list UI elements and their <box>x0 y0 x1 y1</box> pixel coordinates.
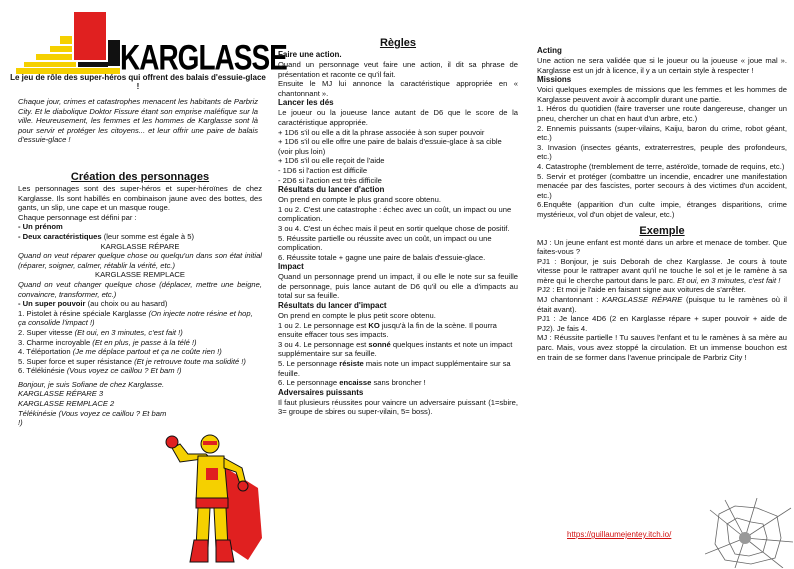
carac-rest: (leur somme est égale à 5) <box>101 231 195 241</box>
example-line: Bonjour, je suis Sofiane de chez Karglasse. <box>18 379 165 389</box>
creation-carac <box>18 232 262 242</box>
power-label: - Un super pouvoir <box>18 299 86 309</box>
action-text-2: Ensuite le MJ lui annonce la caractéristique appropriée en « chantonnant ». <box>278 79 518 98</box>
list-item <box>18 347 262 357</box>
creation-p2: Chaque personnage est défini par : <box>18 212 137 222</box>
list-item: 1. Héros du quotidien (faire traverser une route dangereuse, changer un pneu, chercher un chat en haut d'un arbre, etc.) <box>537 104 787 123</box>
list-item: 5. Servir et protéger (combattre un incendie, encadrer une manifestation menacée par des fascistes, porter secours à des victimes d'un accident, etc.) <box>537 171 787 200</box>
adv-title: Adversaires puissants <box>278 387 364 397</box>
cracked-glass-icon <box>705 498 793 568</box>
power-name: 1. Pistolet à résine spéciale Karglasse <box>18 308 149 318</box>
resi-title: Résultats du lancer d'impact <box>278 301 387 311</box>
example-line: MJ : Réussite partielle ! Tu sauves l'enfant et tu le ramènes à sa mère au parc. Mais, vous avez stoppé la circulation. Et un immense bouchon est en train de se former dans l'avenue principale de Parbriz City ! <box>537 333 787 362</box>
list-item: 4. Catastrophe (tremblement de terre, astéroïde, tornade de requins, etc.) <box>537 161 785 171</box>
list-item: 1 ou 2. C'est une catastrophe : échec avec un coût, un impact ou une complication. <box>278 204 512 224</box>
power-quote: (Je me déplace partout et ça ne coûte rien !) <box>72 347 222 357</box>
list-item <box>18 357 262 367</box>
tagline: Le jeu de rôle des super-héros qui offrent des balais d'essuie-glace ! <box>10 73 266 91</box>
list-item: 2. Ennemis puissants (super-vilains, Kaiju, baron du crime, robot géant, etc.) <box>537 123 787 143</box>
remplace-title: KARGLASSE REMPLACE <box>95 270 185 280</box>
list-item: 1 ou 2. Le personnage est KO jusqu'à la fin de la scène. Il pourra ensuite effacer tous ses impacts. <box>278 320 497 340</box>
creation-title: Création des personnages <box>70 171 210 183</box>
list-item: + 1D6 s'il ou elle reçoit de l'aide <box>278 156 385 166</box>
list-item: 3 ou 4. C'est un échec mais il peut en sortir quelque chose de positif. <box>278 223 510 233</box>
power-name: 5. Super force et super résistance <box>18 356 135 366</box>
missions-intro: Voici quelques exemples de missions que les femmes et les hommes de Karglasse peuvent avoir à accomplir durant une partie. <box>537 85 787 104</box>
creation-section <box>18 170 262 428</box>
list-item: 5. Le personnage résiste mais note un impact supplémentaire sur sa feuille. <box>278 359 511 378</box>
acting-text: Une action ne sera validée que si le joueur ou la joueuse « joue mal ». Karglasse est un jdr à licence, il y a un certain style à respecter ! <box>537 56 787 75</box>
missions-title: Missions <box>537 75 572 85</box>
list-item: 6.Enquête (apparition d'un culte impie, étranges disparitions, crime mystérieux, vol d'un objet de valeur, etc.) <box>537 200 787 219</box>
res-intro: On prend en compte le plus grand score obtenu. <box>278 195 441 205</box>
example-line: PJ1 : Bonjour, je suis Deborah de chez Karglasse. Je cours à toute vitesse pour le rattraper avant qu'il ne touche le sol et je le ramène à sa mère qui le cherche partout dans le parc. Et oui, en 3 minutes, c'est fait ! <box>537 256 787 285</box>
example-line: KARGLASSE REMPLACE 2 <box>18 399 115 409</box>
list-item: + 1D6 s'il ou elle a dit la phrase associée à son super pouvoir <box>278 127 485 137</box>
list-item: 6. Le personnage encaisse sans broncher ! <box>278 378 426 388</box>
carac-label: - Deux caractéristiques <box>18 231 102 241</box>
power-quote: (Vous voyez ce caillou ? Et bam !) <box>66 366 182 376</box>
action-text: Quand un personnage veut faire une action, il dit sa phrase de présentation et raconte ce qu'il fait. <box>278 60 518 79</box>
des-text: Le joueur ou la joueuse lance autant de D6 que le score de la caractéristique appropriée. <box>278 108 518 127</box>
power-quote: (Et en plus, je passe à la télé !) <box>92 337 197 347</box>
power-name: 3. Charme incroyable <box>18 337 93 347</box>
acting-title: Acting <box>537 46 562 55</box>
regles-title: Règles <box>379 37 417 49</box>
karglasse-logo <box>16 10 287 78</box>
example-line: MJ chantonnant : KARGLASSE RÉPARE (puisque tu le ramènes où il était avant). <box>537 295 787 314</box>
power-quote: (Et je retrouve toute ma solidité !) <box>134 356 246 366</box>
power-quote: (Et oui, en 3 minutes, c'est fait !) <box>74 327 183 337</box>
impact-text: Quand un personnage prend un impact, il ou elle le note sur sa feuille de personnage, puis lance autant de D6 qu'il ou elle a d'impacts au total sur sa feuille. <box>278 272 518 301</box>
list-item: 3 ou 4. Le personnage est sonné quelques instants et note un impact supplémentaire sur sa feuille. <box>278 339 513 359</box>
intro-text: Chaque jour, crimes et catastrophes menacent les habitants de Parbriz City. Et le diabolique Doktor Fissure étant son emprise maléfique sur la ville. Heureusement, les femmes et les hommes de Karglasse sont là pour servir et protéger les citoyens... et leur offrir une paire de balais d'essuie-glace ! <box>18 97 258 145</box>
superhero-icon <box>150 428 270 568</box>
creation-prenom: - Un prénom <box>18 222 63 232</box>
repare-title: KARGLASSE RÉPARE <box>100 241 180 251</box>
list-item: 5. Réussite partielle ou réussite avec un coût, un impact ou une complication. <box>278 233 492 253</box>
power-name: 4. Téléportation <box>18 347 73 357</box>
power-rest: (au choix ou au hasard) <box>85 299 168 309</box>
resi-intro: On prend en compte le plus petit score obtenu. <box>278 311 436 321</box>
example-line: KARGLASSE RÉPARE 3 <box>18 389 104 399</box>
power-heading <box>18 299 262 309</box>
example-line: PJ2 : Et moi je l'aide en faisant signe aux voitures de s'arrêter. <box>537 285 746 295</box>
repare-text: Quand on veut réparer quelque chose ou quelqu'un dans son état initial (réparer, soigner, calmer, rétablir la vérité, etc.) <box>18 251 262 270</box>
res-title: Résultats du lancer d'action <box>278 185 385 195</box>
power-name: 2. Super vitesse <box>18 327 75 337</box>
regles-section <box>278 36 518 417</box>
power-name: 6. Télékinésie <box>18 366 67 376</box>
example-line: MJ : Un jeune enfant est monté dans un arbre et menace de tomber. Que faites-vous ? <box>537 237 787 257</box>
des-title: Lancer les dés <box>278 98 334 108</box>
action-title: Faire une action. <box>278 50 342 59</box>
character-example <box>18 380 168 428</box>
list-item <box>18 328 262 338</box>
remplace-text: Quand on veut changer quelque chose (déplacer, mettre une beigne, convaincre, transformer, etc.) <box>18 279 262 299</box>
powers-list <box>18 309 262 376</box>
creation-p1: Les personnages sont des super-héros et super-héroïnes de chez Karglasse. Ils sont habillés en combinaison jaune avec des bottes, des gants, un slip, une cape et un masque rouge. <box>18 184 262 213</box>
list-item: + 1D6 s'il ou elle offre une paire de balais d'essuie-glace à sa cible (voir plus loin) <box>278 137 502 156</box>
list-item <box>18 338 262 348</box>
logo-title: KARGLASSE <box>120 38 287 77</box>
list-item: - 2D6 si l'action est très difficile <box>278 175 382 185</box>
exemple-title: Exemple <box>639 224 685 237</box>
list-item: 3. Invasion (insectes géants, extraterrestres, peuple des profondeurs, etc.) <box>537 142 787 162</box>
itch-link[interactable]: https://guillaumejentey.itch.io/ <box>567 530 672 539</box>
example-line: Télékinésie (Vous voyez ce caillou ? Et bam !) <box>18 408 167 428</box>
power-quote: (On injecte notre résine et hop, ça consolide l'impact !) <box>18 308 253 328</box>
list-item <box>18 366 262 376</box>
impact-title: Impact <box>278 262 304 272</box>
list-item <box>18 309 262 328</box>
adv-text: Il faut plusieurs réussites pour vaincre un adversaire puissant (1=sbire, 3= groupe de sbires ou super-vilain, 5= boss). <box>278 397 518 417</box>
list-item: - 1D6 si l'action est difficile <box>278 165 368 175</box>
list-item: 6. Réussite totale + gagne une paire de balais d'essuie-glace. <box>278 252 486 262</box>
example-line: PJ1 : Je lance 4D6 (2 en Karglasse répare + super pouvoir + aide de PJ2). Je fais 4. <box>537 314 787 333</box>
column-three <box>537 46 787 362</box>
